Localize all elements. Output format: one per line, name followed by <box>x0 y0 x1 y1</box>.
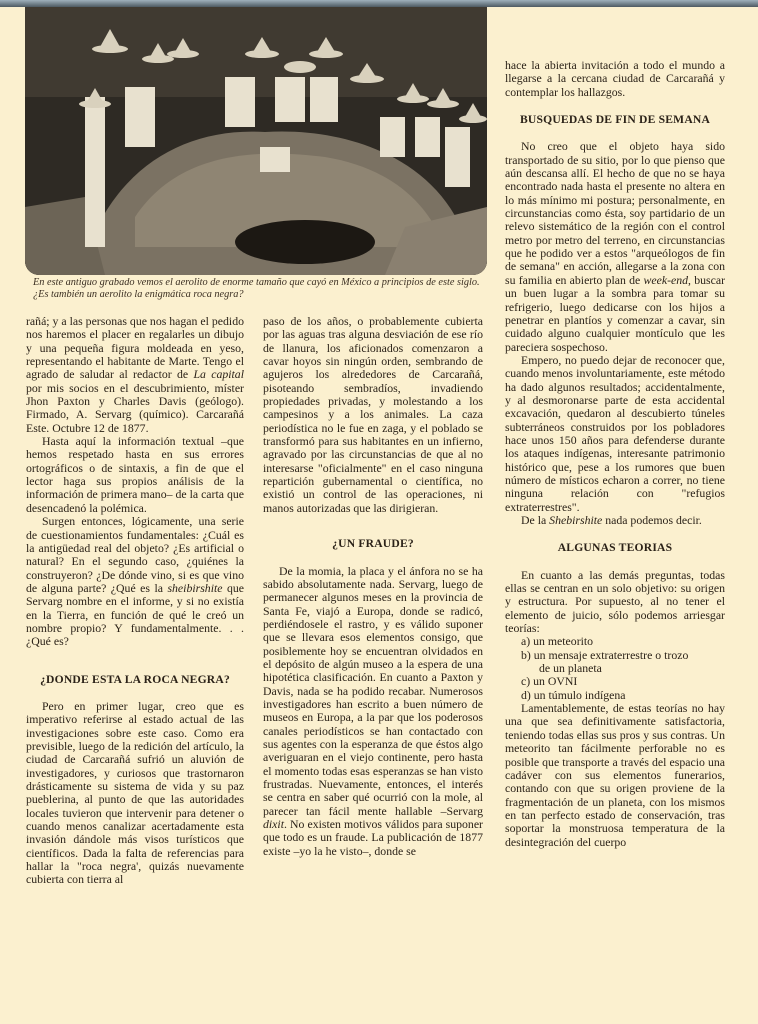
photo-caption: En este antiguo grabado vemos el aerolito de enorme tamaño que cayó en México a principios de este siglo. ¿Es también un aerolito la enigmática roca negra? <box>33 277 480 300</box>
term-italic: sheibirshite <box>167 580 223 595</box>
text: De la momia, la placa y el ánfora no se ha sabido absolutamente nada. Servarg, luego de permanecer algunos meses en la provincia de Santa Fe, viajó a Europa, donde se radicó, perdiéndosele el rastro, y es válido suponer que se llevara esos elementos consigo, que posiblemente hoy se encuentran olvidados en el depósito de algún museo a la espera de una hipotética clasificación. En cuanto a Paxton y Davis, nada se ha podido recabar. Numerosos investigadores han escrito a buen número de museos en Europa, a la par que los poderosos canales periodísticos se han contactado con sus agentes con la esperanza de que éstos algo averiguaran en el viejo continente, pero hasta el momento todas esas esperanzas se han visto frustradas. Nuevamente, entonces, el interés se centra en saber qué ocurrió con la mole, al parecer tan fácil mente hallable –Servarg <box>263 563 483 818</box>
paragraph: hace la abierta invitación a todo el mundo a llegarse a la cercana ciudad de Carcarañá y contemplar los hallazgos. <box>505 58 725 99</box>
scan-top-edge <box>0 0 758 7</box>
column-2 <box>263 315 483 858</box>
list-text: un meteorito <box>533 634 594 649</box>
engraving-photo <box>25 7 487 275</box>
section-heading: ALGUNAS TEORIAS <box>557 541 673 555</box>
paragraph: Hasta aquí la información textual –que hemos respetado hasta en sus errores ortográficos o de sintaxis, a fin de que el lector haga sus propios análisis de la información de primera mano– de la carta que desencadenó la polémica. <box>26 434 244 515</box>
engraving-aerolite-photo-icon <box>25 7 487 275</box>
list-text: un mensaje extraterrestre o trozo <box>533 647 689 662</box>
paragraph: En cuanto a las demás preguntas, todas ellas se centran en un solo objetivo: su origen y estructura. Por supuesto, al no tener el elemento de juicio, sólo podemos arriesgar teorías: <box>505 567 725 636</box>
paragraph <box>263 565 483 859</box>
paragraph: Empero, no puedo dejar de reconocer que, cuando menos involuntariamente, este método ha dado algunos resultados; accidentalmente, y al desmoronarse parte de esta accidental excavación, quedaron al descubierto túneles subterráneos construidos por los pobladores hace unos 150 años para defenderse durante los ataques indígenas, interesante patrimonio histórico que, pese a los rumores que buen número de místicos echaron a correr, no tiene ninguna relación con "refugios extraterrestres". <box>505 352 725 514</box>
section-heading: BUSQUEDAS DE FIN DE SEMANA <box>519 113 711 127</box>
section-heading: ¿UN FRAUDE? <box>332 537 414 551</box>
list-text: un túmulo indígena <box>533 687 626 702</box>
text: De la <box>521 513 550 527</box>
paragraph: paso de los años, o probablemente cubierta por las aguas tras alguna desviación de ese río de llanura, los aficionados comenzaron a cavar hoyos sin ningún orden, sembrando de agujeros los alrededores de Carcarañá, pisoteando sembradíos, invadiendo propiedades privadas, y molestando a los campesinos y a los animales. La caza periodística no le fue en zaga, y el poblado se transformó para sus habitantes en un infierno, agravado por las circunstancias de que al no interesarse "oficialmente" en el caso ninguna repartición gubernamental o científica, no existió un control de las operaciones, ni manos autorizadas que las dirigieran. <box>263 314 483 515</box>
text: Surgen entonces, lógicamente, una serie de cuestionamientos fundamentales: ¿Cuál es la antigüedad real del objeto? ¿Es artificial o natural? En el segundo caso, ¿quiénes la construyeron? ¿De dónde vino, si es que vino de alguna parte? ¿Qué es la <box>26 514 244 595</box>
list-label: b) <box>521 647 531 662</box>
list-item <box>505 689 725 702</box>
text: por mis socios en el descubrimiento, míster Jhon Paxton y Charles Davis (geólogo). Firmado, A. Servarg (químico). Carcarañá Este. Octubre 12 de 1877. <box>26 380 244 435</box>
term-italic: week-end <box>643 272 689 287</box>
text: , buscar un buen lugar a la sombra para tomar su refrigerio, luego dedicarse con los hijos a penetrar en plantíos y comenzar a cavar, sin cuidado alguno cualquier montículo que les pareciera sospechoso. <box>505 272 725 354</box>
section-heading: ¿DONDE ESTA LA ROCA NEGRA? <box>40 672 230 686</box>
text: nada podemos decir. <box>602 513 702 527</box>
text: No creo que el objeto haya sido transportado de su sitio, por lo que pienso que aún descansa allí. El hecho de que no se haya encontrado nada hasta el presente no altera en lo más mínimo mi postura; personalmente, en circunstancias como ésta, soy partidario de un relevo sistemático de la región con el control metro por metro del terreno, en circunstancias que he podido ver a estos "arqueólogos de fin de semana" en acción, allegarse a la zona con su familia en abierto plan de <box>505 139 725 287</box>
paragraph <box>26 315 244 435</box>
list-item <box>505 649 725 676</box>
text: que Servarg nombre en el informe, y si no existía en la Tierra, en función de qué le creó un nombre propio? Y fundamentalmente. . . ¿Qué es? <box>26 580 244 649</box>
newspaper-title: La capital <box>193 367 244 382</box>
paragraph: Pero en primer lugar, creo que es imperativo referirse al estado actual de las investigaciones sobre este caso. Como era previsible, luego de la redición del artículo, la ciudad de Carcarañá sufrió un aluvión de investigadores, y curiosos que trastornaron drásticamente su sistema de vida y su paz pueblerina, al punto de que las autoridades locales tuvieron que intervenir para detener o cuando menos canalizar acertadamente esta invasión dándole más visos turísticos que científicos. Dada la falta de referencias para hallar la "roca negra', quizás nuevamente cubierta con tierra al <box>26 698 244 887</box>
list-label: a) <box>521 634 531 649</box>
paragraph: Lamentablemente, de estas teorías no hay una que sea definitivamente satisfactoria, teniendo todas ellas sus pros y sus contras. Un meteorito tan fácilmente perforable no es posible que transporte a través del espacio una cadáver con sus elementos funerarios, contando con que su origen proviene de la fragmentación de un planeta, con los mismos en tan perfecto estado de conservación, tras soportar la monstruosa temperatura de la desintegración del cuerpo <box>505 701 725 849</box>
paragraph <box>505 514 725 527</box>
theory-list <box>505 635 725 702</box>
text: rañá; y a las personas que nos hagan el pedido nos haremos el placer en regalarles un dibujo y una pequeña figura moldeada en yeso, representando el habitante de Marte. Tengo el agrado de saludar al redactor de <box>26 314 244 382</box>
term-italic: Shebirshite <box>549 513 603 527</box>
list-text: de un planeta <box>539 661 602 676</box>
list-item <box>505 635 725 648</box>
list-label: d) <box>521 687 531 702</box>
list-text: un OVNI <box>533 674 578 689</box>
list-item <box>505 675 725 688</box>
column-1 <box>26 315 244 887</box>
term-italic: dixit <box>263 817 284 832</box>
column-3 <box>505 59 725 849</box>
text: . No existen motivos válidos para suponer que todo es un fraude. La publicación de 1877 existe –yo la he visto–, donde se <box>263 817 483 858</box>
paragraph <box>26 515 244 648</box>
paragraph <box>505 140 725 354</box>
list-label: c) <box>521 674 531 689</box>
